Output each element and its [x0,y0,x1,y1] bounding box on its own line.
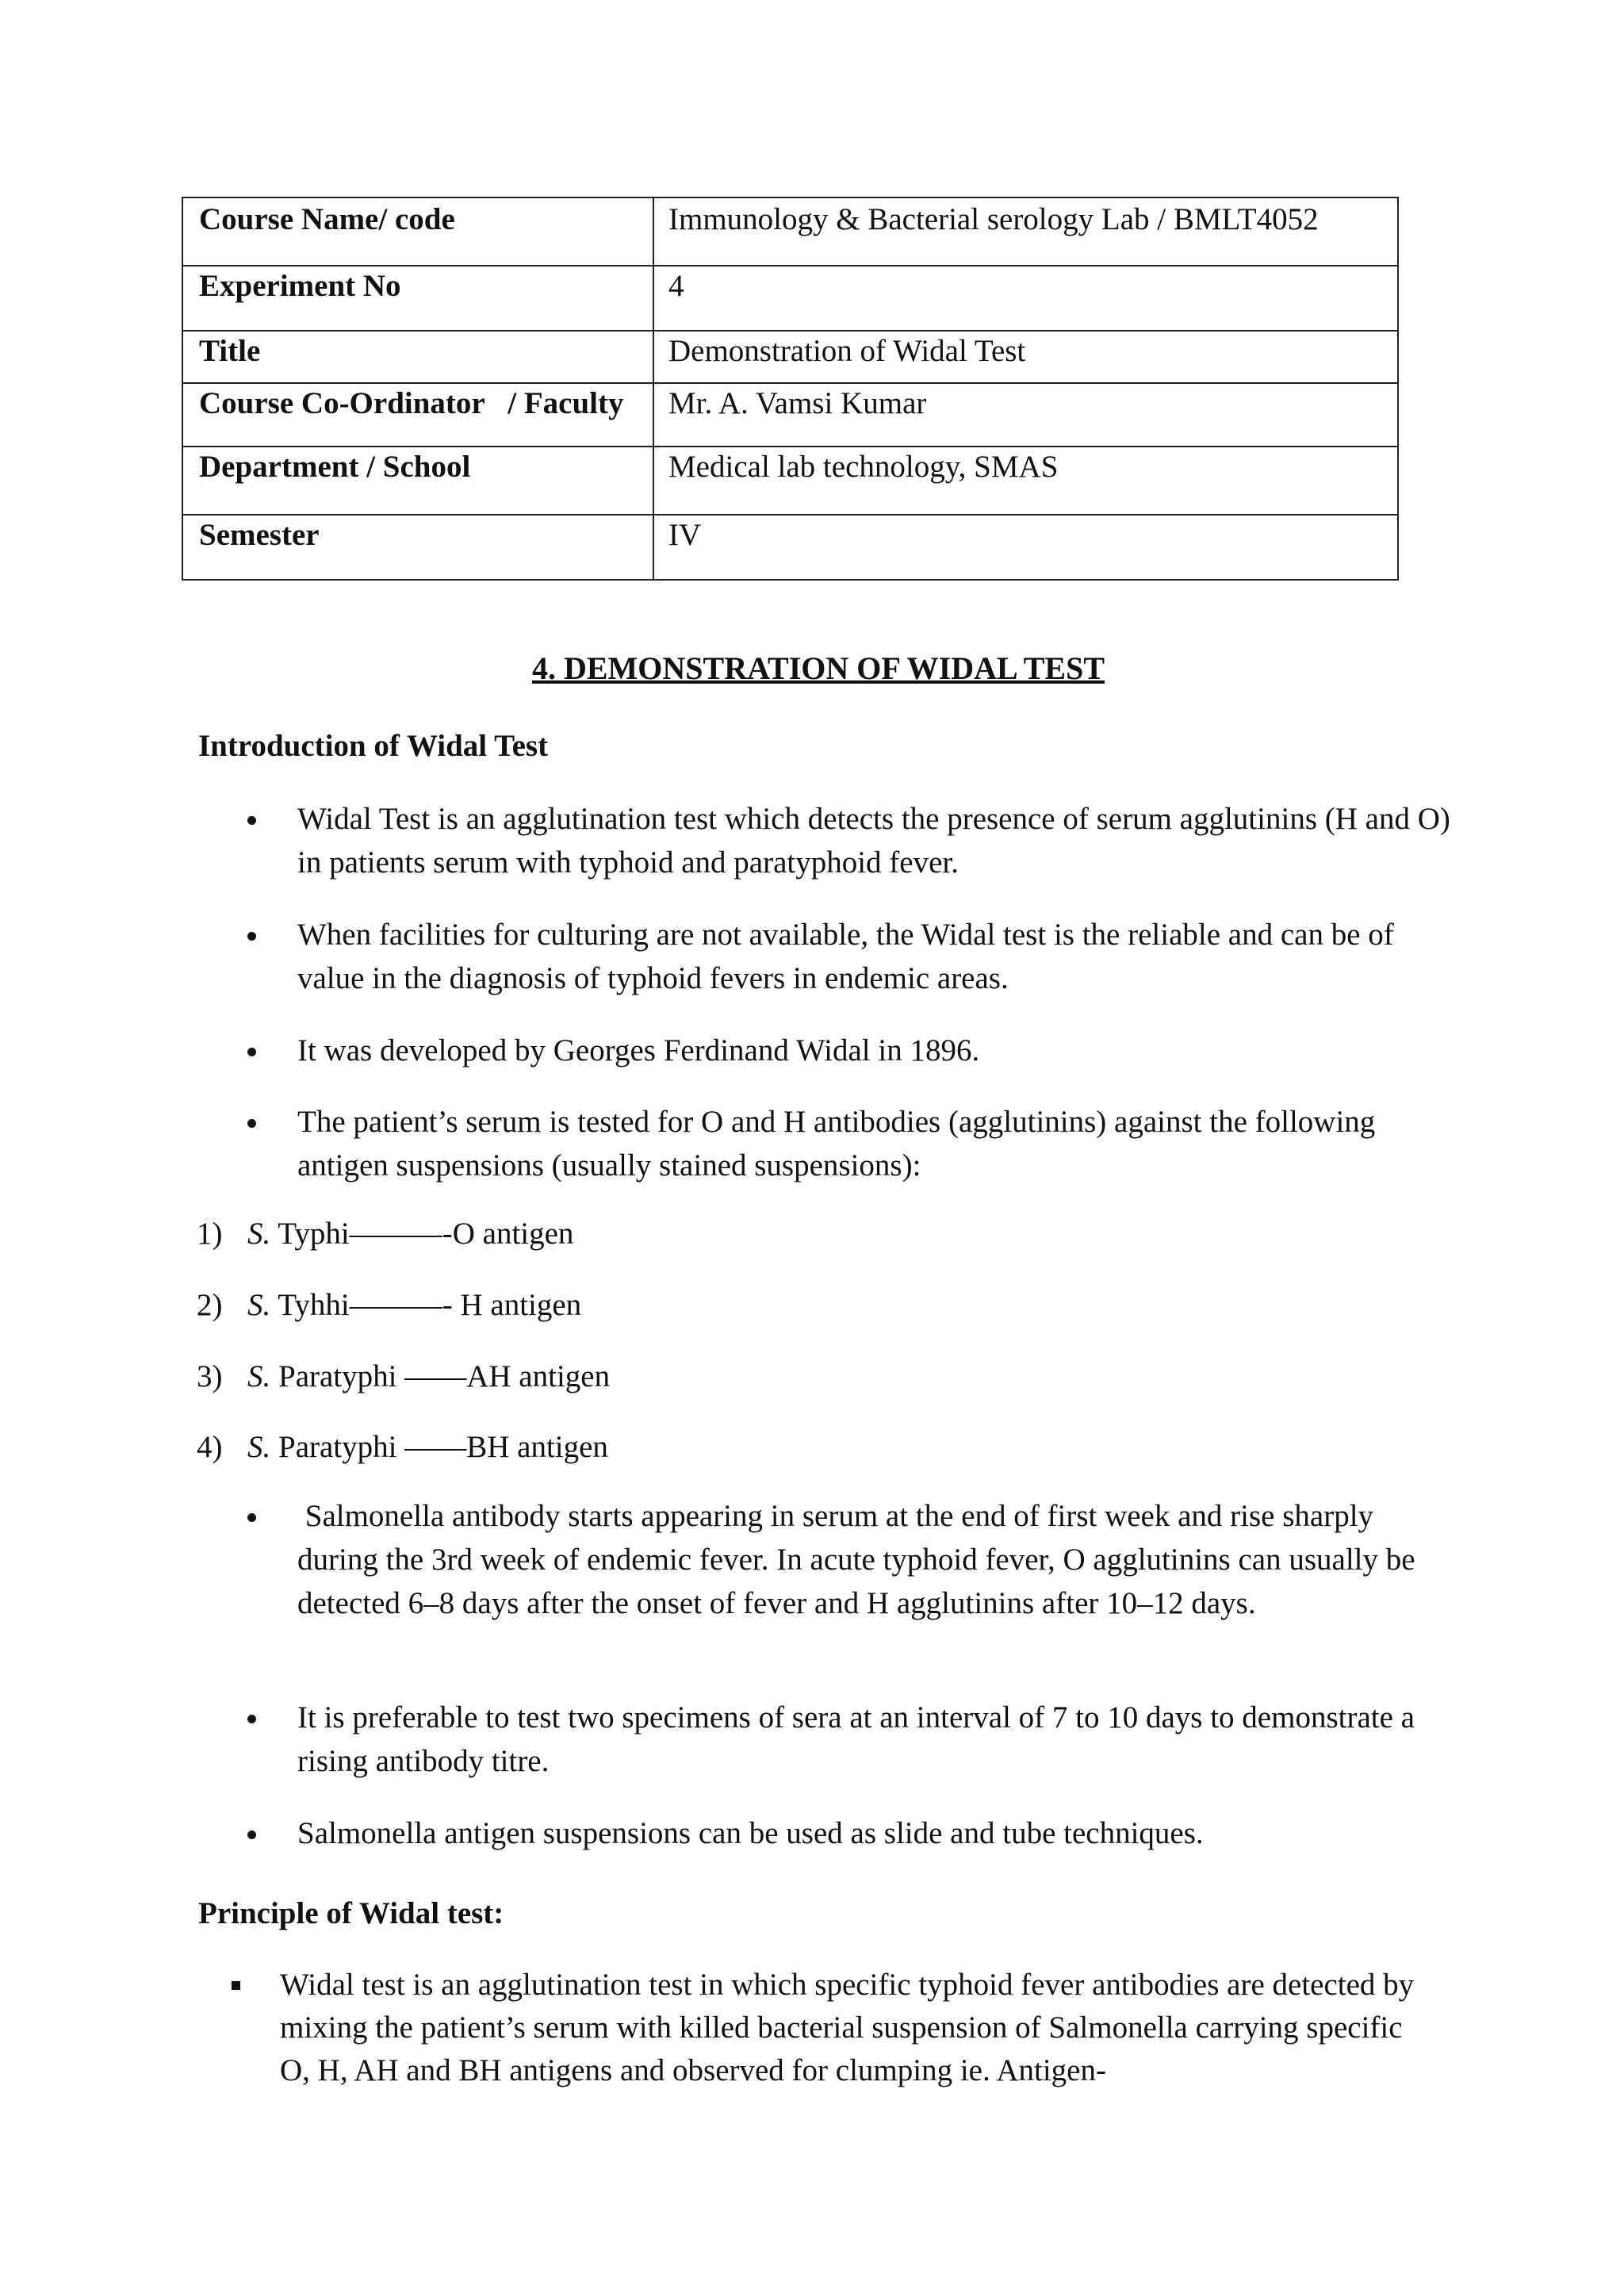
coordinator-value: Mr. A. Vamsi Kumar [653,383,1398,447]
bullet-icon [247,1513,256,1522]
bullet-icon [247,1119,256,1128]
course-name-value: Immunology & Bacterial serology Lab / BMLT4052 [653,197,1398,266]
experiment-no-label: Experiment No [182,266,653,331]
antigen-text: Typhi———-O antigen [270,1217,574,1251]
bullet-text: Widal test is an agglutination test in which specific typhoid fever antibodies are detected by mixing the patient’s serum with killed bacterial suspension of Salmonella carrying specific O, H, AH and BH antigens and observed for clumping ie. Antigen- [280,1968,1415,2087]
item-number: 2) [197,1288,223,1322]
item-number: 4) [197,1430,223,1464]
table-row [182,331,1398,383]
square-bullet-icon [232,1981,240,1990]
table-row [182,197,1398,266]
department-value: Medical lab technology, SMAS [653,447,1398,515]
table-row [182,383,1398,447]
semester-value: IV [653,515,1398,580]
coordinator-label: Course Co-Ordinator / Faculty [182,383,653,447]
title-label: Title [182,331,653,383]
table-row [182,266,1398,331]
department-label: Department / School [182,447,653,515]
document-title: 4. DEMONSTRATION OF WIDAL TEST [531,650,1105,686]
antigen-text: Paratyphi ——AH antigen [270,1359,611,1393]
table-row [182,515,1398,580]
bullet-icon [247,932,256,941]
table-row [182,447,1398,515]
organism-abbrev: S. [247,1217,271,1251]
experiment-no-value: 4 [653,266,1398,331]
principle-heading: Principle of Widal test: [198,1896,504,1930]
bullet-icon [247,1048,256,1056]
bullet-text: When facilities for culturing are not available, the Widal test is the reliable and can be of value in the diagnosis of typhoid fevers in endemic areas. [297,918,1394,995]
bullet-text: Salmonella antigen suspensions can be used as slide and tube techniques. [297,1816,1204,1850]
antigen-text: Paratyphi ——BH antigen [270,1430,608,1464]
intro-heading: Introduction of Widal Test [198,729,549,763]
organism-abbrev: S. [247,1359,271,1393]
bullet-text: It was developed by Georges Ferdinand Widal in 1896. [297,1033,980,1068]
course-name-label: Course Name/ code [182,197,653,266]
organism-abbrev: S. [247,1430,271,1464]
bullet-icon [247,1830,256,1839]
semester-label: Semester [182,515,653,580]
course-info-table [182,197,1399,581]
bullet-icon [247,1715,256,1723]
bullet-text: Widal Test is an agglutination test which detects the presence of serum agglutinins (H and O) in patients serum with typhoid and paratyphoid fever. [297,802,1450,880]
bullet-text: It is preferable to test two specimens of sera at an interval of 7 to 10 days to demonstrate a rising antibody titre. [297,1700,1415,1778]
item-number: 3) [197,1359,223,1393]
bullet-icon [247,816,256,825]
bullet-text: The patient’s serum is tested for O and H antibodies (agglutinins) against the following antigen suspensions (usually stained suspensions): [297,1105,1376,1182]
title-value: Demonstration of Widal Test [653,331,1398,383]
bullet-text: Salmonella antibody starts appearing in serum at the end of first week and rise sharply during the 3rd week of endemic fever. In acute typhoid fever, O agglutinins can usually be detected 6–8 days after the onset of fever and H agglutinins after 10–12 days. [297,1499,1423,1620]
organism-abbrev: S. [247,1288,271,1322]
antigen-text: Tyhhi———- H antigen [270,1288,582,1322]
item-number: 1) [197,1217,223,1251]
